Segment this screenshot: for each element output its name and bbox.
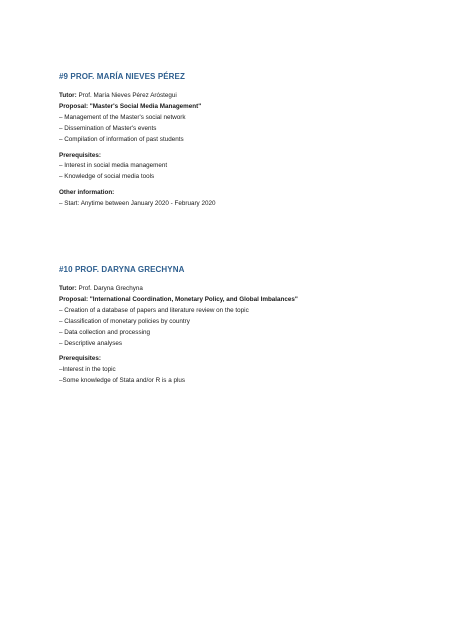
- prerequisite-item: – Knowledge of social media tools: [59, 173, 155, 181]
- other-info-item: – Start: Anytime between January 2020 - February 2020: [59, 200, 216, 208]
- section-9: [59, 72, 419, 210]
- prerequisite-item: – Interest in social media management: [59, 162, 168, 170]
- other-info-label: Other information:: [59, 189, 115, 197]
- tutor-label: Tutor:: [59, 285, 77, 292]
- proposal-title: "International Coordination, Monetary Policy, and Global Imbalances": [88, 295, 298, 303]
- task-item: – Dissemination of Master's events: [59, 124, 157, 132]
- task-item: – Compilation of information of past students: [59, 135, 184, 143]
- tutor-line: [59, 284, 419, 295]
- proposal-title: "Master's Social Media Management": [88, 102, 202, 110]
- section-10: [59, 265, 419, 387]
- task-item: – Classification of monetary policies by country: [59, 317, 190, 325]
- proposal-line: [59, 102, 419, 113]
- task-item: – Descriptive analyses: [59, 339, 122, 347]
- prerequisites-label: Prerequisites:: [59, 355, 101, 363]
- prerequisite-item: –Interest in the topic: [59, 366, 116, 374]
- task-item: – Management of the Master's social network: [59, 113, 186, 121]
- section-heading: #9 PROF. MARÍA NIEVES PÉREZ: [59, 72, 185, 81]
- tutor-line: [59, 91, 419, 102]
- section-heading: #10 PROF. DARYNA GRECHYNA: [59, 265, 185, 274]
- tutor-value: Prof. Daryna Grechyna: [76, 285, 143, 292]
- tutor-value: Prof. María Nieves Pérez Aróstegui: [76, 92, 177, 99]
- task-item: – Creation of a database of papers and literature review on the topic: [59, 306, 249, 314]
- proposal-label: Proposal:: [59, 295, 89, 303]
- proposal-label: Proposal:: [59, 102, 89, 110]
- tutor-label: Tutor:: [59, 92, 77, 99]
- task-item: – Data collection and processing: [59, 328, 151, 336]
- proposal-line: [59, 295, 419, 306]
- prerequisite-item: –Some knowledge of Stata and/or R is a plus: [59, 377, 186, 385]
- prerequisites-label: Prerequisites:: [59, 151, 101, 159]
